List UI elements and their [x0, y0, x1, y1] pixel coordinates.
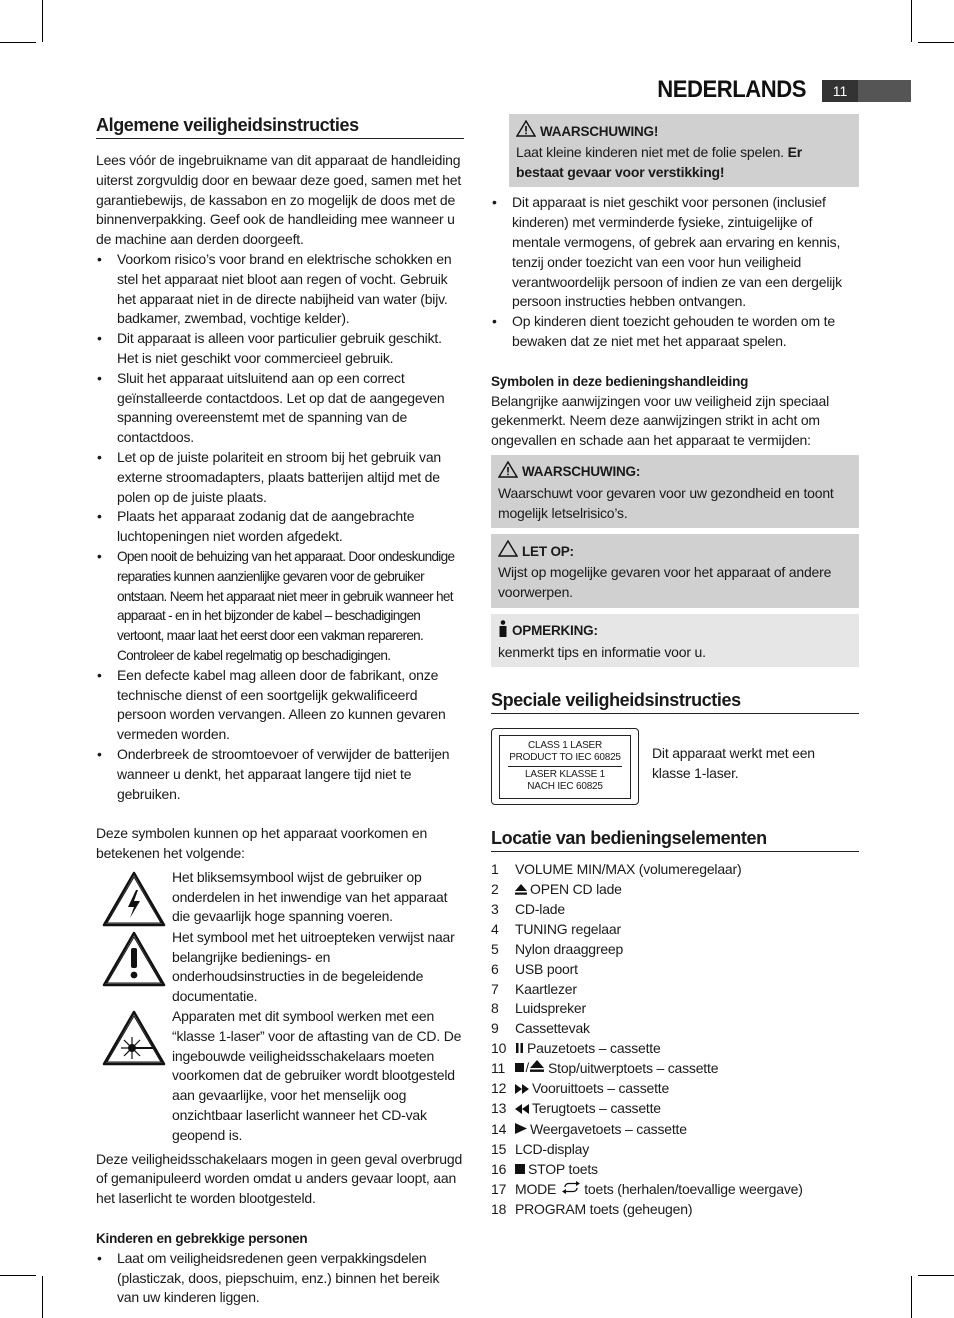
play-icon	[515, 1120, 527, 1140]
right-column	[491, 114, 859, 1220]
laser-label-inner	[499, 735, 631, 799]
item-number: 7	[491, 980, 499, 997]
list-item	[491, 940, 859, 960]
list-item	[491, 900, 859, 920]
item-body	[515, 1079, 669, 1099]
item-body	[515, 900, 565, 920]
left-column	[96, 114, 464, 1308]
item-number: 17	[491, 1180, 507, 1197]
svg-text:/: /	[525, 1060, 529, 1074]
list-item: • Dit apparaat is niet geschikt voor personen (inclusief kinderen) met verminderde fysieke, zintuigelijke of mentale vermogens, of gebrek aan ervaring en kennis, tenzij onder toezicht van een voor hun veiligheid verantwoordelijk persoon of indien ze van een dergelijk persoon instructies hebben ontvangen.	[491, 193, 859, 312]
crop-mark	[0, 42, 36, 43]
crop-mark	[911, 1276, 912, 1318]
laser-description: Dit apparaat werkt met een klasse 1-laser.	[652, 745, 815, 782]
laser-class-label	[491, 728, 639, 805]
list-item	[491, 1200, 859, 1220]
list-item: • Voorkom risico’s voor brand en elektrische schokken en stel het apparaat niet bloot aan regen of vocht. Gebruik het apparaat niet in de directe nabijheid van water (bijv. badkamer, zwembad, vochtige kelder).	[96, 250, 464, 329]
item-number: 12	[491, 1080, 507, 1097]
item-label: Weergavetoets – cassette	[530, 1120, 687, 1137]
item-body	[515, 1120, 687, 1140]
list-item	[491, 920, 859, 940]
list-item	[491, 860, 859, 880]
item-number: 16	[491, 1160, 507, 1177]
warning-text: Laat kleine kinderen niet met de folie spelen. Er bestaat gevaar voor verstikking!	[516, 143, 802, 180]
item-label: Vooruittoets – cassette	[532, 1080, 670, 1097]
children-bullet-list	[96, 1249, 464, 1308]
item-label: Nylon draaggreep	[515, 940, 624, 957]
item-number: 9	[491, 1020, 499, 1037]
crop-mark	[918, 1275, 954, 1276]
list-item: • Dit apparaat is alleen voor particulier gebruik geschikt. Het is niet geschikt voor commercieel gebruik.	[96, 329, 464, 369]
right-bullet-list	[491, 193, 859, 351]
info-icon	[498, 620, 508, 643]
list-item	[491, 1180, 859, 1200]
item-body	[515, 1160, 598, 1180]
caution-triangle-icon	[498, 540, 518, 563]
list-item	[491, 999, 859, 1019]
list-item: • Open nooit de behuizing van het apparaat. Door ondeskundige reparaties kunnen aanzienlijke gevaren voor de gebruiker ontstaan. Neem het apparaat niet meer in gebruik wanneer het apparaat - en in het bijzonder de kabel – beschadigingen vertoont, maar laat het eerst door een vakman repareren. Controleer de kabel regelmatig op beschadigingen.	[96, 547, 464, 666]
item-label: OPEN CD lade	[530, 881, 622, 898]
item-body	[515, 920, 621, 940]
item-label: CD-lade	[515, 901, 565, 918]
item-label: VOLUME MIN/MAX (volumeregelaar)	[515, 861, 742, 878]
switches-paragraph: Deze veiligheidsschakelaars mogen in geen geval overbrugd of gemanipuleerd worden omdat u anders gevaar loopt, aan het laserlicht te worden blootgesteld.	[96, 1150, 463, 1207]
item-body	[515, 880, 622, 900]
laser-label-line: NACH IEC 60825	[527, 781, 603, 793]
crop-mark	[42, 1276, 43, 1318]
eject-icon	[515, 881, 527, 901]
item-number: 1	[491, 861, 499, 878]
item-body	[515, 1059, 718, 1079]
list-item	[491, 880, 859, 900]
crop-mark	[911, 0, 912, 42]
symbol-row	[96, 1007, 464, 1146]
children-title: Kinderen en gebrekkige personen	[96, 1231, 308, 1247]
symbol-row	[96, 928, 464, 1007]
language-heading: NEDERLANDS	[657, 76, 806, 103]
item-body	[515, 1180, 803, 1200]
note-box	[491, 614, 859, 668]
list-item	[491, 1079, 859, 1099]
general-safety-title: Algemene veiligheidsinstructies	[96, 114, 464, 139]
item-body	[515, 1200, 692, 1220]
item-body	[515, 1099, 661, 1119]
laser-warning-icon	[96, 1007, 172, 1067]
item-label: STOP toets	[528, 1160, 598, 1177]
warning-box-top	[509, 114, 859, 187]
laser-label-line: CLASS 1 LASER	[527, 740, 603, 752]
symbol-row	[96, 868, 464, 928]
item-number: 11	[491, 1060, 506, 1077]
warning-triangle-icon	[516, 120, 536, 143]
item-label: USB poort	[515, 960, 578, 977]
item-label: LCD-display	[515, 1140, 590, 1157]
safety-bullet-list	[96, 250, 464, 804]
page-number: 11	[822, 80, 858, 102]
list-item	[491, 1039, 859, 1059]
item-body	[515, 960, 578, 980]
item-label: MODE	[515, 1180, 557, 1197]
stop-icon	[515, 1160, 525, 1180]
fast-forward-icon	[515, 1080, 529, 1100]
warning-title: WAARSCHUWING!	[516, 120, 853, 143]
item-label-suffix: toets (herhalen/toevallige weergave)	[584, 1180, 803, 1197]
list-item	[491, 980, 859, 1000]
list-item: • Op kinderen dient toezicht gehouden te worden om te bewaken dat ze niet met het apparaat spelen.	[491, 312, 859, 352]
item-label: Terugtoets – cassette	[532, 1100, 661, 1117]
symbol-description: Het bliksemsymbool wijst de gebruiker op onderdelen in het inwendige van het apparaat die gevaarlijk hoge spanning voeren.	[172, 868, 448, 925]
item-label: Kaartlezer	[515, 980, 577, 997]
symbols-manual-title: Symbolen in deze bedieningshandleiding	[491, 373, 749, 389]
lightning-warning-icon	[96, 868, 172, 928]
item-label: Stop/uitwerptoets – cassette	[548, 1060, 719, 1077]
item-number: 5	[491, 940, 499, 957]
item-number: 8	[491, 1000, 499, 1017]
item-number: 14	[491, 1120, 507, 1137]
item-label: Pauzetoets – cassette	[527, 1039, 661, 1056]
item-number: 13	[491, 1100, 507, 1117]
item-body	[515, 999, 586, 1019]
note-box-text: kenmerkt tips en informatie voor u.	[498, 643, 706, 660]
symbol-description: Apparaten met dit symbool werken met een “klasse 1-laser” voor de aftasting van de CD. De ingebouwde veiligheidsschakelaars moeten voorkomen dat de gebruiker wordt blootgesteld aan gevaarlijke, voor het menselijk oog onzichtbaar laserlicht wanneer het CD-vak geopend is.	[172, 1008, 462, 1143]
item-number: 10	[491, 1039, 507, 1056]
repeat-icon	[561, 1180, 581, 1200]
caution-box	[491, 534, 859, 607]
list-item: • Laat om veiligheidsredenen geen verpakkingsdelen (plasticzak, doos, piepschuim, enz.) binnen het bereik van uw kinderen liggen.	[96, 1249, 464, 1308]
warning-box-text: Waarschuwt voor gevaren voor uw gezondheid en toont mogelijk letselrisico’s.	[498, 484, 834, 521]
symbols-manual-intro: Belangrijke aanwijzingen voor uw veiligheid zijn speciaal gekenmerkt. Neem deze aanwijzingen strikt in acht om ongevallen en schade aan het apparaat te vermijden:	[491, 392, 830, 449]
symbols-intro: Deze symbolen kunnen op het apparaat voorkomen en betekenen het volgende:	[96, 825, 428, 862]
laser-row	[491, 728, 859, 805]
list-item	[491, 1019, 859, 1039]
intro-paragraph: Lees vóór de ingebruikname van dit apparaat de handleiding uiterst zorgvuldig door en bewaar deze goed, samen met het garantiebewijs, de kassabon en zo mogelijk de doos met de binnenverpakking. Geef ook de handleiding mee wanneer u de machine aan derden doorgeeft.	[96, 152, 462, 248]
warning-triangle-icon	[498, 461, 518, 484]
list-item	[491, 1059, 859, 1079]
laser-label-line: LASER KLASSE 1	[524, 769, 606, 781]
controls-list	[491, 860, 859, 1219]
crop-mark	[0, 1275, 36, 1276]
laser-label-line: PRODUCT TO IEC 60825	[509, 752, 621, 764]
warning-box-title: WAARSCHUWING:	[498, 461, 853, 484]
item-body	[515, 1019, 590, 1039]
list-item: • Sluit het apparaat uitsluitend aan op een correct geïnstalleerde contactdoos. Let op dat de aangegeven spanning overeenstemt met de spanning van de contactdoos.	[96, 369, 464, 448]
item-label: Cassettevak	[515, 1020, 590, 1037]
stop-eject-icon	[515, 1059, 545, 1079]
item-number: 18	[491, 1201, 507, 1217]
note-box-title: OPMERKING:	[498, 620, 853, 643]
list-item	[491, 1140, 859, 1160]
pause-icon	[515, 1039, 524, 1059]
caution-box-title: LET OP:	[498, 540, 853, 563]
special-safety-title: Speciale veiligheidsinstructies	[491, 689, 859, 714]
list-item	[491, 960, 859, 980]
caution-box-text: Wijst op mogelijke gevaren voor het apparaat of andere voorwerpen.	[498, 564, 832, 600]
item-number: 4	[491, 921, 499, 938]
crop-mark	[42, 0, 43, 42]
item-number: 6	[491, 960, 499, 977]
item-body	[515, 980, 577, 1000]
crop-mark	[918, 42, 954, 43]
list-item: • Een defecte kabel mag alleen door de fabrikant, onze technische dienst of een soortgelijk gekwalificeerd persoon worden vervangen. Alleen zo kunnen gevaren vermeden worden.	[96, 666, 464, 745]
item-body	[515, 940, 623, 960]
list-item: • Let op de juiste polariteit en stroom bij het gebruik van externe stroomadapters, plaats batterijen altijd met de polen op de juiste plaats.	[96, 448, 464, 507]
exclamation-warning-icon	[96, 928, 172, 988]
item-body	[515, 1140, 589, 1160]
list-item	[491, 1160, 859, 1180]
controls-title: Locatie van bedieningselementen	[491, 827, 859, 852]
list-item	[491, 1120, 859, 1140]
symbol-description: Het symbool met het uitroepteken verwijst naar belangrijke bedienings- en onderhoudsinstructies in de begeleidende documentatie.	[172, 928, 455, 1005]
list-item	[491, 1099, 859, 1119]
item-number: 3	[491, 901, 499, 918]
item-label: TUNING regelaar	[515, 921, 621, 938]
laser-label-divider	[508, 766, 622, 767]
item-body	[515, 1039, 661, 1059]
item-label: Luidspreker	[515, 1000, 586, 1017]
item-number: 15	[491, 1140, 507, 1157]
item-label: PROGRAM toets (geheugen)	[515, 1201, 693, 1217]
rewind-icon	[515, 1100, 529, 1120]
warning-box	[491, 455, 859, 528]
item-body	[515, 860, 741, 880]
list-item: • Onderbreek de stroomtoevoer of verwijder de batterijen wanneer u denkt, het apparaat langere tijd niet te gebruiken.	[96, 745, 464, 804]
item-number: 2	[491, 881, 499, 898]
list-item: • Plaats het apparaat zodanig dat de aangebrachte luchtopeningen niet worden afgedekt.	[96, 507, 464, 547]
